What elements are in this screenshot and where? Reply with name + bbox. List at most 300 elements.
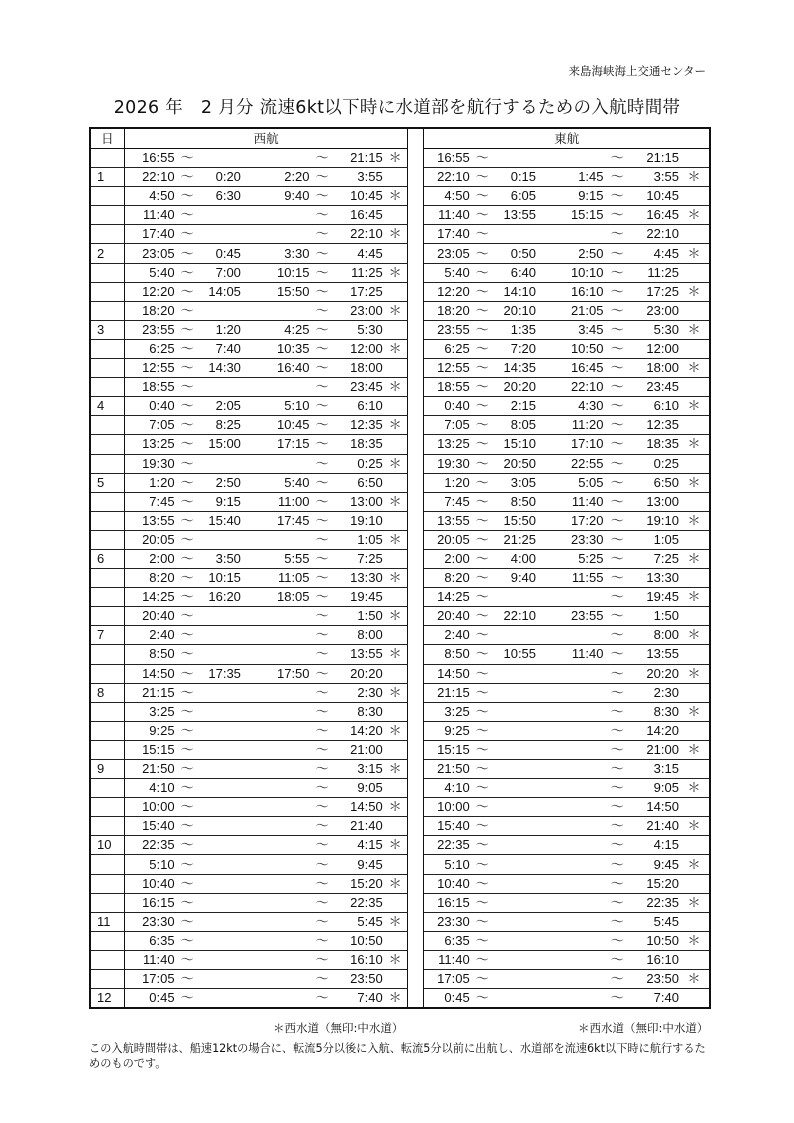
east-tilde-2: ～ [604, 740, 631, 759]
west-start-time: 23:05 [124, 244, 174, 263]
east-channel-mark [679, 492, 710, 511]
east-end-time: 13:55 [631, 645, 679, 664]
west-channel-mark [383, 702, 408, 721]
west-channel-mark: ＊ [383, 798, 408, 817]
west-mid-end-time: 6:30 [200, 187, 241, 206]
west-tilde-1: ～ [175, 702, 200, 721]
west-end-time: 10:50 [335, 931, 383, 950]
west-tilde-2: ～ [310, 702, 335, 721]
table-row [90, 702, 710, 721]
day-cell [90, 721, 124, 740]
west-channel-mark [383, 855, 408, 874]
east-tilde-1: ～ [470, 359, 495, 378]
east-tilde-2: ～ [604, 149, 631, 168]
west-mid-start-time [241, 683, 310, 702]
west-end-time: 8:30 [335, 702, 383, 721]
west-start-time: 17:40 [124, 225, 174, 244]
east-mid-end-time [495, 721, 536, 740]
east-mid-start-time [536, 836, 603, 855]
east-tilde-2: ～ [604, 950, 631, 969]
west-end-time: 18:35 [335, 435, 383, 454]
west-tilde-1: ～ [175, 416, 200, 435]
table-row [90, 989, 710, 1009]
west-end-time: 22:35 [335, 893, 383, 912]
west-mid-end-time: 0:20 [200, 168, 241, 187]
day-cell: 8 [90, 683, 124, 702]
west-mid-start-time [241, 645, 310, 664]
timetable-container [89, 127, 711, 1009]
east-tilde-1: ～ [470, 225, 495, 244]
east-mid-start-time [536, 779, 603, 798]
east-end-time: 14:50 [631, 798, 679, 817]
east-tilde-1: ～ [470, 569, 495, 588]
west-mid-start-time [241, 989, 310, 1009]
west-channel-mark [383, 970, 408, 989]
west-start-time: 4:10 [124, 779, 174, 798]
east-start-time: 23:05 [424, 244, 470, 263]
east-channel-mark [679, 187, 710, 206]
east-tilde-2: ～ [604, 168, 631, 187]
east-end-time: 7:25 [631, 549, 679, 568]
east-end-time: 1:05 [631, 530, 679, 549]
table-row [90, 893, 710, 912]
west-channel-mark: ＊ [383, 225, 408, 244]
west-channel-mark [383, 511, 408, 530]
west-tilde-2: ～ [310, 721, 335, 740]
west-mid-start-time: 11:00 [241, 492, 310, 511]
east-tilde-1: ～ [470, 168, 495, 187]
day-cell [90, 607, 124, 626]
east-start-time: 2:40 [424, 626, 470, 645]
east-tilde-2: ～ [604, 683, 631, 702]
east-mid-end-time [495, 989, 536, 1009]
east-tilde-2: ～ [604, 473, 631, 492]
table-row [90, 721, 710, 740]
east-channel-mark: ＊ [679, 244, 710, 263]
west-mid-end-time [200, 721, 241, 740]
east-channel-mark: ＊ [679, 359, 710, 378]
east-mid-end-time: 20:10 [495, 301, 536, 320]
west-mid-start-time: 16:40 [241, 359, 310, 378]
table-row [90, 416, 710, 435]
east-mid-start-time: 15:15 [536, 206, 603, 225]
east-start-time: 8:20 [424, 569, 470, 588]
east-start-time: 18:20 [424, 301, 470, 320]
west-mid-end-time: 7:00 [200, 263, 241, 282]
west-mid-end-time [200, 798, 241, 817]
west-end-time: 9:45 [335, 855, 383, 874]
east-mid-start-time [536, 664, 603, 683]
west-mid-start-time [241, 301, 310, 320]
column-gap [408, 817, 424, 836]
west-tilde-1: ～ [175, 760, 200, 779]
west-tilde-1: ～ [175, 950, 200, 969]
east-tilde-1: ～ [470, 149, 495, 168]
west-mid-end-time [200, 607, 241, 626]
west-mid-start-time: 5:40 [241, 473, 310, 492]
west-tilde-2: ～ [310, 760, 335, 779]
east-tilde-1: ～ [470, 435, 495, 454]
column-gap [408, 607, 424, 626]
west-mid-end-time: 15:00 [200, 435, 241, 454]
east-channel-mark: ＊ [679, 970, 710, 989]
west-start-time: 6:35 [124, 931, 174, 950]
west-tilde-2: ～ [310, 588, 335, 607]
east-mid-start-time: 22:55 [536, 454, 603, 473]
east-tilde-2: ～ [604, 760, 631, 779]
east-mid-end-time [495, 225, 536, 244]
east-channel-mark: ＊ [679, 740, 710, 759]
east-mid-end-time: 0:50 [495, 244, 536, 263]
west-end-time: 23:50 [335, 970, 383, 989]
column-gap [408, 970, 424, 989]
west-tilde-1: ～ [175, 664, 200, 683]
west-mid-end-time: 17:35 [200, 664, 241, 683]
westbound-column-header: 西航 [124, 128, 408, 149]
west-tilde-1: ～ [175, 149, 200, 168]
west-end-time: 5:30 [335, 320, 383, 339]
day-cell: 9 [90, 760, 124, 779]
west-start-time: 1:20 [124, 473, 174, 492]
east-tilde-1: ～ [470, 301, 495, 320]
east-end-time: 1:50 [631, 607, 679, 626]
east-mid-start-time: 16:45 [536, 359, 603, 378]
west-mid-start-time: 17:50 [241, 664, 310, 683]
east-channel-mark: ＊ [679, 855, 710, 874]
column-gap [408, 473, 424, 492]
east-channel-mark [679, 416, 710, 435]
west-end-time: 13:55 [335, 645, 383, 664]
west-tilde-1: ～ [175, 435, 200, 454]
west-tilde-2: ～ [310, 970, 335, 989]
east-mid-start-time: 5:05 [536, 473, 603, 492]
west-channel-mark: ＊ [383, 989, 408, 1009]
east-mid-end-time: 2:15 [495, 397, 536, 416]
east-mid-start-time: 17:10 [536, 435, 603, 454]
column-gap [408, 149, 424, 168]
west-tilde-1: ～ [175, 893, 200, 912]
east-tilde-1: ～ [470, 760, 495, 779]
east-start-time: 5:40 [424, 263, 470, 282]
day-cell [90, 817, 124, 836]
west-mid-start-time: 5:55 [241, 549, 310, 568]
east-mid-start-time [536, 893, 603, 912]
east-mid-start-time: 2:50 [536, 244, 603, 263]
east-end-time: 4:45 [631, 244, 679, 263]
west-tilde-1: ～ [175, 855, 200, 874]
day-cell: 12 [90, 989, 124, 1009]
east-start-time: 4:10 [424, 779, 470, 798]
east-start-time: 23:55 [424, 320, 470, 339]
east-channel-mark: ＊ [679, 931, 710, 950]
east-end-time: 17:25 [631, 282, 679, 301]
table-row [90, 149, 710, 168]
column-gap [408, 128, 424, 149]
east-start-time: 17:05 [424, 970, 470, 989]
west-tilde-1: ～ [175, 836, 200, 855]
east-end-time: 21:40 [631, 817, 679, 836]
table-row [90, 931, 710, 950]
column-gap [408, 836, 424, 855]
west-channel-mark [383, 740, 408, 759]
east-start-time: 22:10 [424, 168, 470, 187]
column-gap [408, 912, 424, 931]
table-row [90, 530, 710, 549]
west-channel-mark: ＊ [383, 301, 408, 320]
timetable-body [90, 149, 710, 1009]
west-tilde-1: ～ [175, 282, 200, 301]
table-row [90, 301, 710, 320]
west-start-time: 12:55 [124, 359, 174, 378]
east-start-time: 1:20 [424, 473, 470, 492]
west-tilde-1: ～ [175, 511, 200, 530]
east-tilde-1: ～ [470, 855, 495, 874]
east-start-time: 11:40 [424, 206, 470, 225]
west-tilde-2: ～ [310, 931, 335, 950]
east-mid-start-time [536, 740, 603, 759]
east-start-time: 12:55 [424, 359, 470, 378]
east-tilde-2: ～ [604, 836, 631, 855]
east-tilde-1: ～ [470, 702, 495, 721]
east-end-time: 21:00 [631, 740, 679, 759]
east-start-time: 10:00 [424, 798, 470, 817]
east-mid-start-time [536, 989, 603, 1009]
day-cell: 3 [90, 320, 124, 339]
column-gap [408, 206, 424, 225]
west-end-time: 16:10 [335, 950, 383, 969]
east-tilde-2: ～ [604, 874, 631, 893]
east-mid-start-time: 5:25 [536, 549, 603, 568]
west-mid-start-time: 17:15 [241, 435, 310, 454]
day-cell [90, 970, 124, 989]
east-channel-mark [679, 836, 710, 855]
column-gap [408, 168, 424, 187]
east-tilde-1: ～ [470, 798, 495, 817]
east-tilde-2: ～ [604, 530, 631, 549]
west-mid-start-time: 10:35 [241, 339, 310, 358]
table-row [90, 855, 710, 874]
day-cell [90, 282, 124, 301]
east-end-time: 2:30 [631, 683, 679, 702]
table-row [90, 473, 710, 492]
east-end-time: 11:25 [631, 263, 679, 282]
east-channel-mark: ＊ [679, 817, 710, 836]
east-channel-mark: ＊ [679, 549, 710, 568]
west-tilde-1: ～ [175, 339, 200, 358]
east-tilde-1: ～ [470, 454, 495, 473]
table-row [90, 683, 710, 702]
east-tilde-1: ～ [470, 893, 495, 912]
east-channel-mark [679, 378, 710, 397]
west-channel-mark: ＊ [383, 683, 408, 702]
east-channel-mark [679, 721, 710, 740]
west-start-time: 6:25 [124, 339, 174, 358]
east-end-time: 18:00 [631, 359, 679, 378]
east-mid-start-time: 3:45 [536, 320, 603, 339]
west-end-time: 13:30 [335, 569, 383, 588]
east-end-time: 5:45 [631, 912, 679, 931]
east-mid-end-time: 9:40 [495, 569, 536, 588]
east-tilde-2: ～ [604, 588, 631, 607]
west-tilde-2: ～ [310, 149, 335, 168]
east-end-time: 16:45 [631, 206, 679, 225]
west-tilde-2: ～ [310, 301, 335, 320]
east-end-time: 14:20 [631, 721, 679, 740]
west-mid-end-time: 2:50 [200, 473, 241, 492]
west-mid-end-time [200, 760, 241, 779]
east-tilde-2: ～ [604, 225, 631, 244]
east-tilde-1: ～ [470, 206, 495, 225]
west-channel-mark: ＊ [383, 607, 408, 626]
east-tilde-2: ～ [604, 511, 631, 530]
east-tilde-1: ～ [470, 320, 495, 339]
east-mid-start-time: 11:40 [536, 492, 603, 511]
day-cell [90, 855, 124, 874]
east-tilde-1: ～ [470, 740, 495, 759]
west-tilde-1: ～ [175, 244, 200, 263]
west-tilde-2: ～ [310, 645, 335, 664]
west-start-time: 5:10 [124, 855, 174, 874]
east-tilde-2: ～ [604, 339, 631, 358]
east-start-time: 5:10 [424, 855, 470, 874]
east-tilde-1: ～ [470, 549, 495, 568]
west-end-time: 12:35 [335, 416, 383, 435]
column-gap [408, 931, 424, 950]
west-channel-mark: ＊ [383, 263, 408, 282]
table-row [90, 187, 710, 206]
west-end-time: 19:10 [335, 511, 383, 530]
west-end-time: 14:50 [335, 798, 383, 817]
east-mid-start-time [536, 760, 603, 779]
west-start-time: 20:40 [124, 607, 174, 626]
west-end-time: 8:00 [335, 626, 383, 645]
east-mid-end-time: 21:25 [495, 530, 536, 549]
east-start-time: 6:35 [424, 931, 470, 950]
east-channel-mark [679, 149, 710, 168]
west-mid-start-time: 18:05 [241, 588, 310, 607]
day-cell [90, 874, 124, 893]
west-mid-end-time: 0:45 [200, 244, 241, 263]
east-mid-start-time [536, 855, 603, 874]
east-mid-start-time [536, 912, 603, 931]
west-tilde-1: ～ [175, 569, 200, 588]
west-channel-mark: ＊ [383, 874, 408, 893]
east-end-time: 3:55 [631, 168, 679, 187]
west-tilde-1: ～ [175, 225, 200, 244]
west-mid-end-time [200, 912, 241, 931]
west-start-time: 13:25 [124, 435, 174, 454]
west-tilde-2: ～ [310, 454, 335, 473]
day-cell [90, 339, 124, 358]
west-start-time: 14:25 [124, 588, 174, 607]
east-tilde-2: ～ [604, 378, 631, 397]
table-row [90, 798, 710, 817]
east-tilde-1: ～ [470, 626, 495, 645]
east-start-time: 7:45 [424, 492, 470, 511]
west-channel-mark: ＊ [383, 836, 408, 855]
day-cell [90, 893, 124, 912]
east-mid-end-time [495, 664, 536, 683]
header-row [90, 128, 710, 149]
east-tilde-2: ～ [604, 244, 631, 263]
east-channel-mark: ＊ [679, 282, 710, 301]
west-end-time: 23:45 [335, 378, 383, 397]
west-start-time: 16:15 [124, 893, 174, 912]
east-tilde-1: ～ [470, 817, 495, 836]
column-gap [408, 492, 424, 511]
west-start-time: 3:25 [124, 702, 174, 721]
day-cell [90, 702, 124, 721]
west-end-time: 4:15 [335, 836, 383, 855]
west-end-time: 6:10 [335, 397, 383, 416]
west-tilde-1: ～ [175, 931, 200, 950]
column-gap [408, 454, 424, 473]
west-mid-start-time [241, 760, 310, 779]
column-gap [408, 702, 424, 721]
east-start-time: 14:50 [424, 664, 470, 683]
west-mid-start-time: 3:30 [241, 244, 310, 263]
column-gap [408, 569, 424, 588]
east-end-time: 23:45 [631, 378, 679, 397]
west-start-time: 0:45 [124, 989, 174, 1009]
west-mid-end-time: 1:20 [200, 320, 241, 339]
west-tilde-2: ～ [310, 473, 335, 492]
west-tilde-1: ～ [175, 187, 200, 206]
day-cell: 4 [90, 397, 124, 416]
west-start-time: 17:05 [124, 970, 174, 989]
east-channel-mark: ＊ [679, 168, 710, 187]
east-tilde-2: ～ [604, 989, 631, 1009]
west-end-time: 13:00 [335, 492, 383, 511]
west-mid-start-time [241, 779, 310, 798]
east-channel-mark [679, 874, 710, 893]
west-mid-start-time [241, 740, 310, 759]
east-end-time: 0:25 [631, 454, 679, 473]
east-tilde-2: ～ [604, 416, 631, 435]
day-cell [90, 225, 124, 244]
west-end-time: 1:50 [335, 607, 383, 626]
west-mid-start-time [241, 950, 310, 969]
eastbound-column-header: 東航 [424, 128, 710, 149]
east-end-time: 19:45 [631, 588, 679, 607]
east-start-time: 18:55 [424, 378, 470, 397]
east-tilde-1: ～ [470, 607, 495, 626]
west-end-time: 21:40 [335, 817, 383, 836]
east-tilde-2: ～ [604, 702, 631, 721]
day-cell [90, 435, 124, 454]
east-channel-mark [679, 950, 710, 969]
table-row [90, 569, 710, 588]
west-mid-end-time [200, 817, 241, 836]
east-tilde-2: ～ [604, 187, 631, 206]
west-start-time: 19:30 [124, 454, 174, 473]
west-channel-mark [383, 206, 408, 225]
east-mid-start-time [536, 702, 603, 721]
east-mid-end-time [495, 683, 536, 702]
west-mid-start-time [241, 798, 310, 817]
west-channel-mark: ＊ [383, 339, 408, 358]
east-mid-start-time: 10:50 [536, 339, 603, 358]
west-mid-start-time [241, 912, 310, 931]
west-end-time: 17:25 [335, 282, 383, 301]
table-row [90, 836, 710, 855]
west-mid-start-time [241, 530, 310, 549]
column-gap [408, 760, 424, 779]
east-mid-end-time [495, 149, 536, 168]
west-start-time: 20:05 [124, 530, 174, 549]
day-cell [90, 798, 124, 817]
east-mid-end-time [495, 874, 536, 893]
